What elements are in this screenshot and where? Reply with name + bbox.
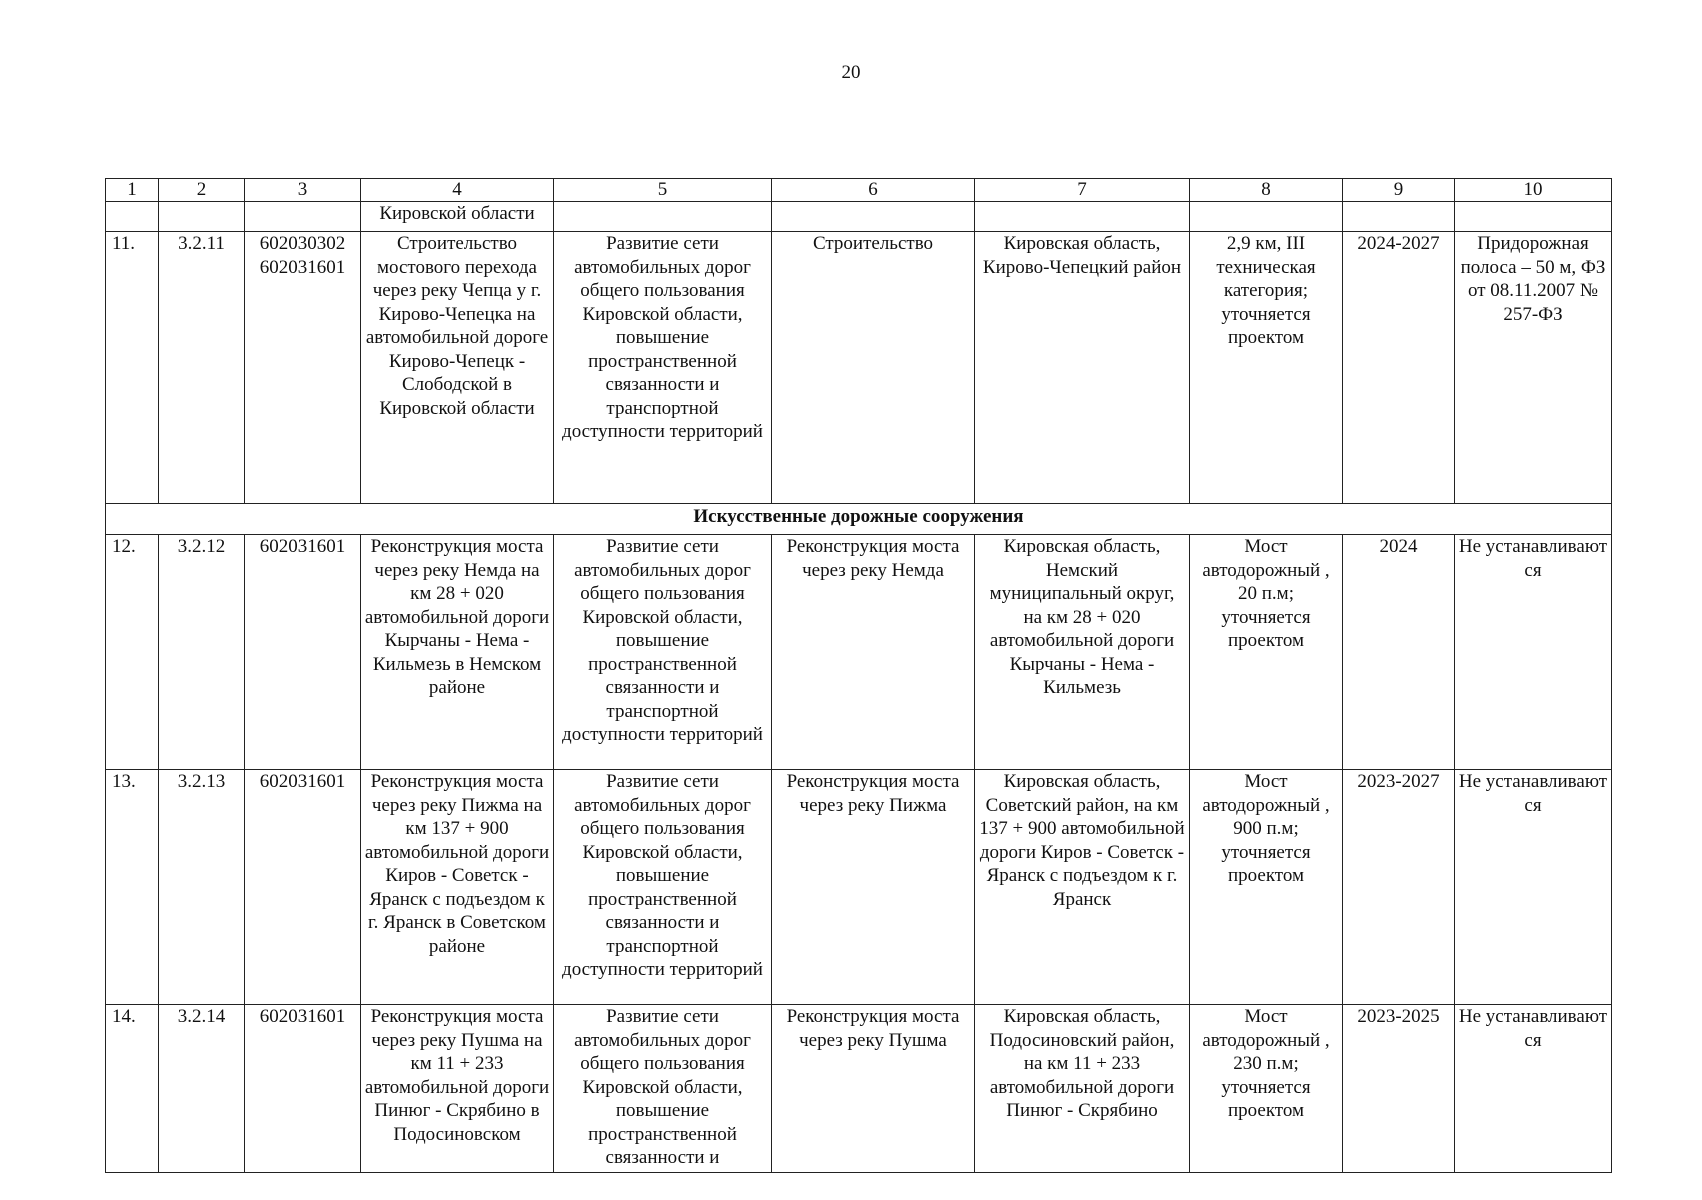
location-text: Кировская область, Немский муниципальный округ, на км 28 + 020 автомобильной дороги Кырчаны - Нема - Кильмезь: [989, 536, 1175, 698]
table-row: [106, 535, 1612, 770]
object-name-cell: [361, 535, 554, 770]
row-number-cell: [106, 770, 159, 1005]
code-cell: [159, 535, 245, 770]
column-number: 2: [159, 179, 245, 202]
location-cell: [975, 232, 1190, 504]
location-text: Кировская область, Советский район, на км 137 + 900 автомобильной дороги Киров - Советск - Яранск с подъездом к г. Яранск: [979, 771, 1185, 910]
purpose-text: Развитие сети автомобильных дорог общего пользования Кировской области, повышение пространственной связанности и: [574, 1006, 751, 1168]
row-number-text: 14.: [112, 1006, 136, 1027]
table-row: [106, 232, 1612, 504]
column-number-row: [106, 179, 1612, 202]
section-row: [106, 504, 1612, 535]
parameters-cell: [1190, 232, 1343, 504]
location-cell: [975, 535, 1190, 770]
work-type-text: Реконструкция моста через реку Немда: [786, 536, 960, 581]
classifier-code-cell: [245, 1005, 361, 1173]
years-cell: [1343, 770, 1455, 1005]
code-cell: [159, 1005, 245, 1173]
continuation-row: [106, 202, 1612, 232]
column-number: 3: [245, 179, 361, 202]
parameters-text: Мост автодорожный , 230 п.м; уточняется проектом: [1202, 1006, 1330, 1121]
code-text: 3.2.11: [178, 233, 225, 254]
classifier-code-text: 602031601: [259, 536, 346, 557]
zone-cell: [1455, 1005, 1612, 1173]
classifier-code-text: 602031601: [259, 1006, 346, 1027]
work-type-cell: [772, 535, 975, 770]
column-number: 4: [361, 179, 554, 202]
purpose-cell: [554, 232, 772, 504]
years-text: 2023-2025: [1357, 1006, 1440, 1027]
object-name-cell: [361, 1005, 554, 1173]
objects-table: [105, 178, 1612, 1173]
purpose-text: Развитие сети автомобильных дорог общего пользования Кировской области, повышение пространственной связанности и транспортной доступности территорий: [562, 233, 763, 442]
purpose-cell: [554, 535, 772, 770]
column-number: 6: [772, 179, 975, 202]
object-name-cell: [361, 770, 554, 1005]
location-cell: [975, 1005, 1190, 1173]
classifier-code-cell: [245, 232, 361, 504]
classifier-code-cell: [245, 535, 361, 770]
parameters-text: Мост автодорожный , 900 п.м; уточняется проектом: [1202, 771, 1330, 886]
table-row: [106, 770, 1612, 1005]
row-number-text: 12.: [112, 536, 136, 557]
column-number: 1: [106, 179, 159, 202]
zone-cell: [1455, 535, 1612, 770]
classifier-code-cell: [245, 770, 361, 1005]
years-cell: [1343, 535, 1455, 770]
years-cell: [1343, 232, 1455, 504]
work-type-cell: [772, 232, 975, 504]
location-text: Кировская область, Кирово-Чепецкий район: [982, 233, 1182, 278]
purpose-cell: [554, 1005, 772, 1173]
column-number: 7: [975, 179, 1190, 202]
parameters-text: 2,9 км, III техническая категория; уточняется проектом: [1216, 233, 1316, 348]
row-number-text: 11.: [112, 233, 136, 254]
zone-text: Не устанавливают ся: [1458, 536, 1608, 581]
zone-text: Придорожная полоса – 50 м, ФЗ от 08.11.2007 № 257-ФЗ: [1460, 233, 1606, 325]
column-number: 8: [1190, 179, 1343, 202]
parameters-cell: [1190, 1005, 1343, 1173]
column-number: 9: [1343, 179, 1455, 202]
row-number-cell: [106, 535, 159, 770]
object-name-text: Реконструкция моста через реку Пижма на км 137 + 900 автомобильной дороги Киров - Советск - Яранск с подъездом к г. Яранск в Советском районе: [364, 771, 550, 957]
object-name-text: Строительство мостового перехода через реку Чепца у г. Кирово-Чепецка на автомобильной дороге Кирово-Чепецк - Слободской в Кировской области: [365, 233, 549, 419]
zone-cell: [1455, 232, 1612, 504]
code-text: 3.2.13: [177, 771, 226, 792]
work-type-text: Реконструкция моста через реку Пушма: [786, 1006, 960, 1051]
object-name-cell: [361, 232, 554, 504]
zone-cell: [1455, 770, 1612, 1005]
page-number: 20: [841, 62, 861, 83]
years-text: 2024-2027: [1357, 233, 1440, 254]
code-text: 3.2.12: [177, 536, 226, 557]
location-cell: [975, 770, 1190, 1005]
row-number-cell: [106, 1005, 159, 1173]
classifier-code-text: 602031601: [259, 771, 346, 792]
row-number-text: 13.: [112, 771, 136, 792]
location-text: Кировская область, Подосиновский район, на км 11 + 233 автомобильной дороги Пинюг - Скрябино: [989, 1006, 1175, 1121]
object-name-text: Реконструкция моста через реку Пушма на км 11 + 233 автомобильной дороги Пинюг - Скрябино в Подосиновском: [364, 1006, 550, 1145]
work-type-text: Реконструкция моста через реку Пижма: [786, 771, 960, 816]
parameters-text: Мост автодорожный , 20 п.м; уточняется проектом: [1202, 536, 1330, 651]
work-type-text: Строительство: [812, 233, 934, 254]
years-text: 2024: [1379, 536, 1418, 557]
purpose-text: Развитие сети автомобильных дорог общего пользования Кировской области, повышение пространственной связанности и транспортной доступности территорий: [562, 536, 763, 745]
purpose-cell: [554, 770, 772, 1005]
row-number-cell: [106, 232, 159, 504]
code-cell: [159, 770, 245, 1005]
years-cell: [1343, 1005, 1455, 1173]
column-number: 10: [1455, 179, 1612, 202]
table-row: [106, 1005, 1612, 1173]
object-name-text: Реконструкция моста через реку Немда на км 28 + 020 автомобильной дороги Кырчаны - Нема - Кильмезь в Немском районе: [364, 536, 550, 698]
parameters-cell: [1190, 535, 1343, 770]
years-text: 2023-2027: [1357, 771, 1440, 792]
classifier-code-text: 602030302 602031601: [259, 233, 346, 278]
zone-text: Не устанавливают ся: [1458, 1006, 1608, 1051]
column-number: 5: [554, 179, 772, 202]
section-title: Искусственные дорожные сооружения: [106, 504, 1612, 535]
code-text: 3.2.14: [177, 1006, 226, 1027]
work-type-cell: [772, 770, 975, 1005]
zone-text: Не устанавливают ся: [1458, 771, 1608, 816]
work-type-cell: [772, 1005, 975, 1173]
code-cell: [159, 232, 245, 504]
parameters-cell: [1190, 770, 1343, 1005]
object-name-cell: Кировской области: [361, 202, 554, 232]
purpose-text: Развитие сети автомобильных дорог общего пользования Кировской области, повышение пространственной связанности и транспортной доступности территорий: [562, 771, 763, 980]
